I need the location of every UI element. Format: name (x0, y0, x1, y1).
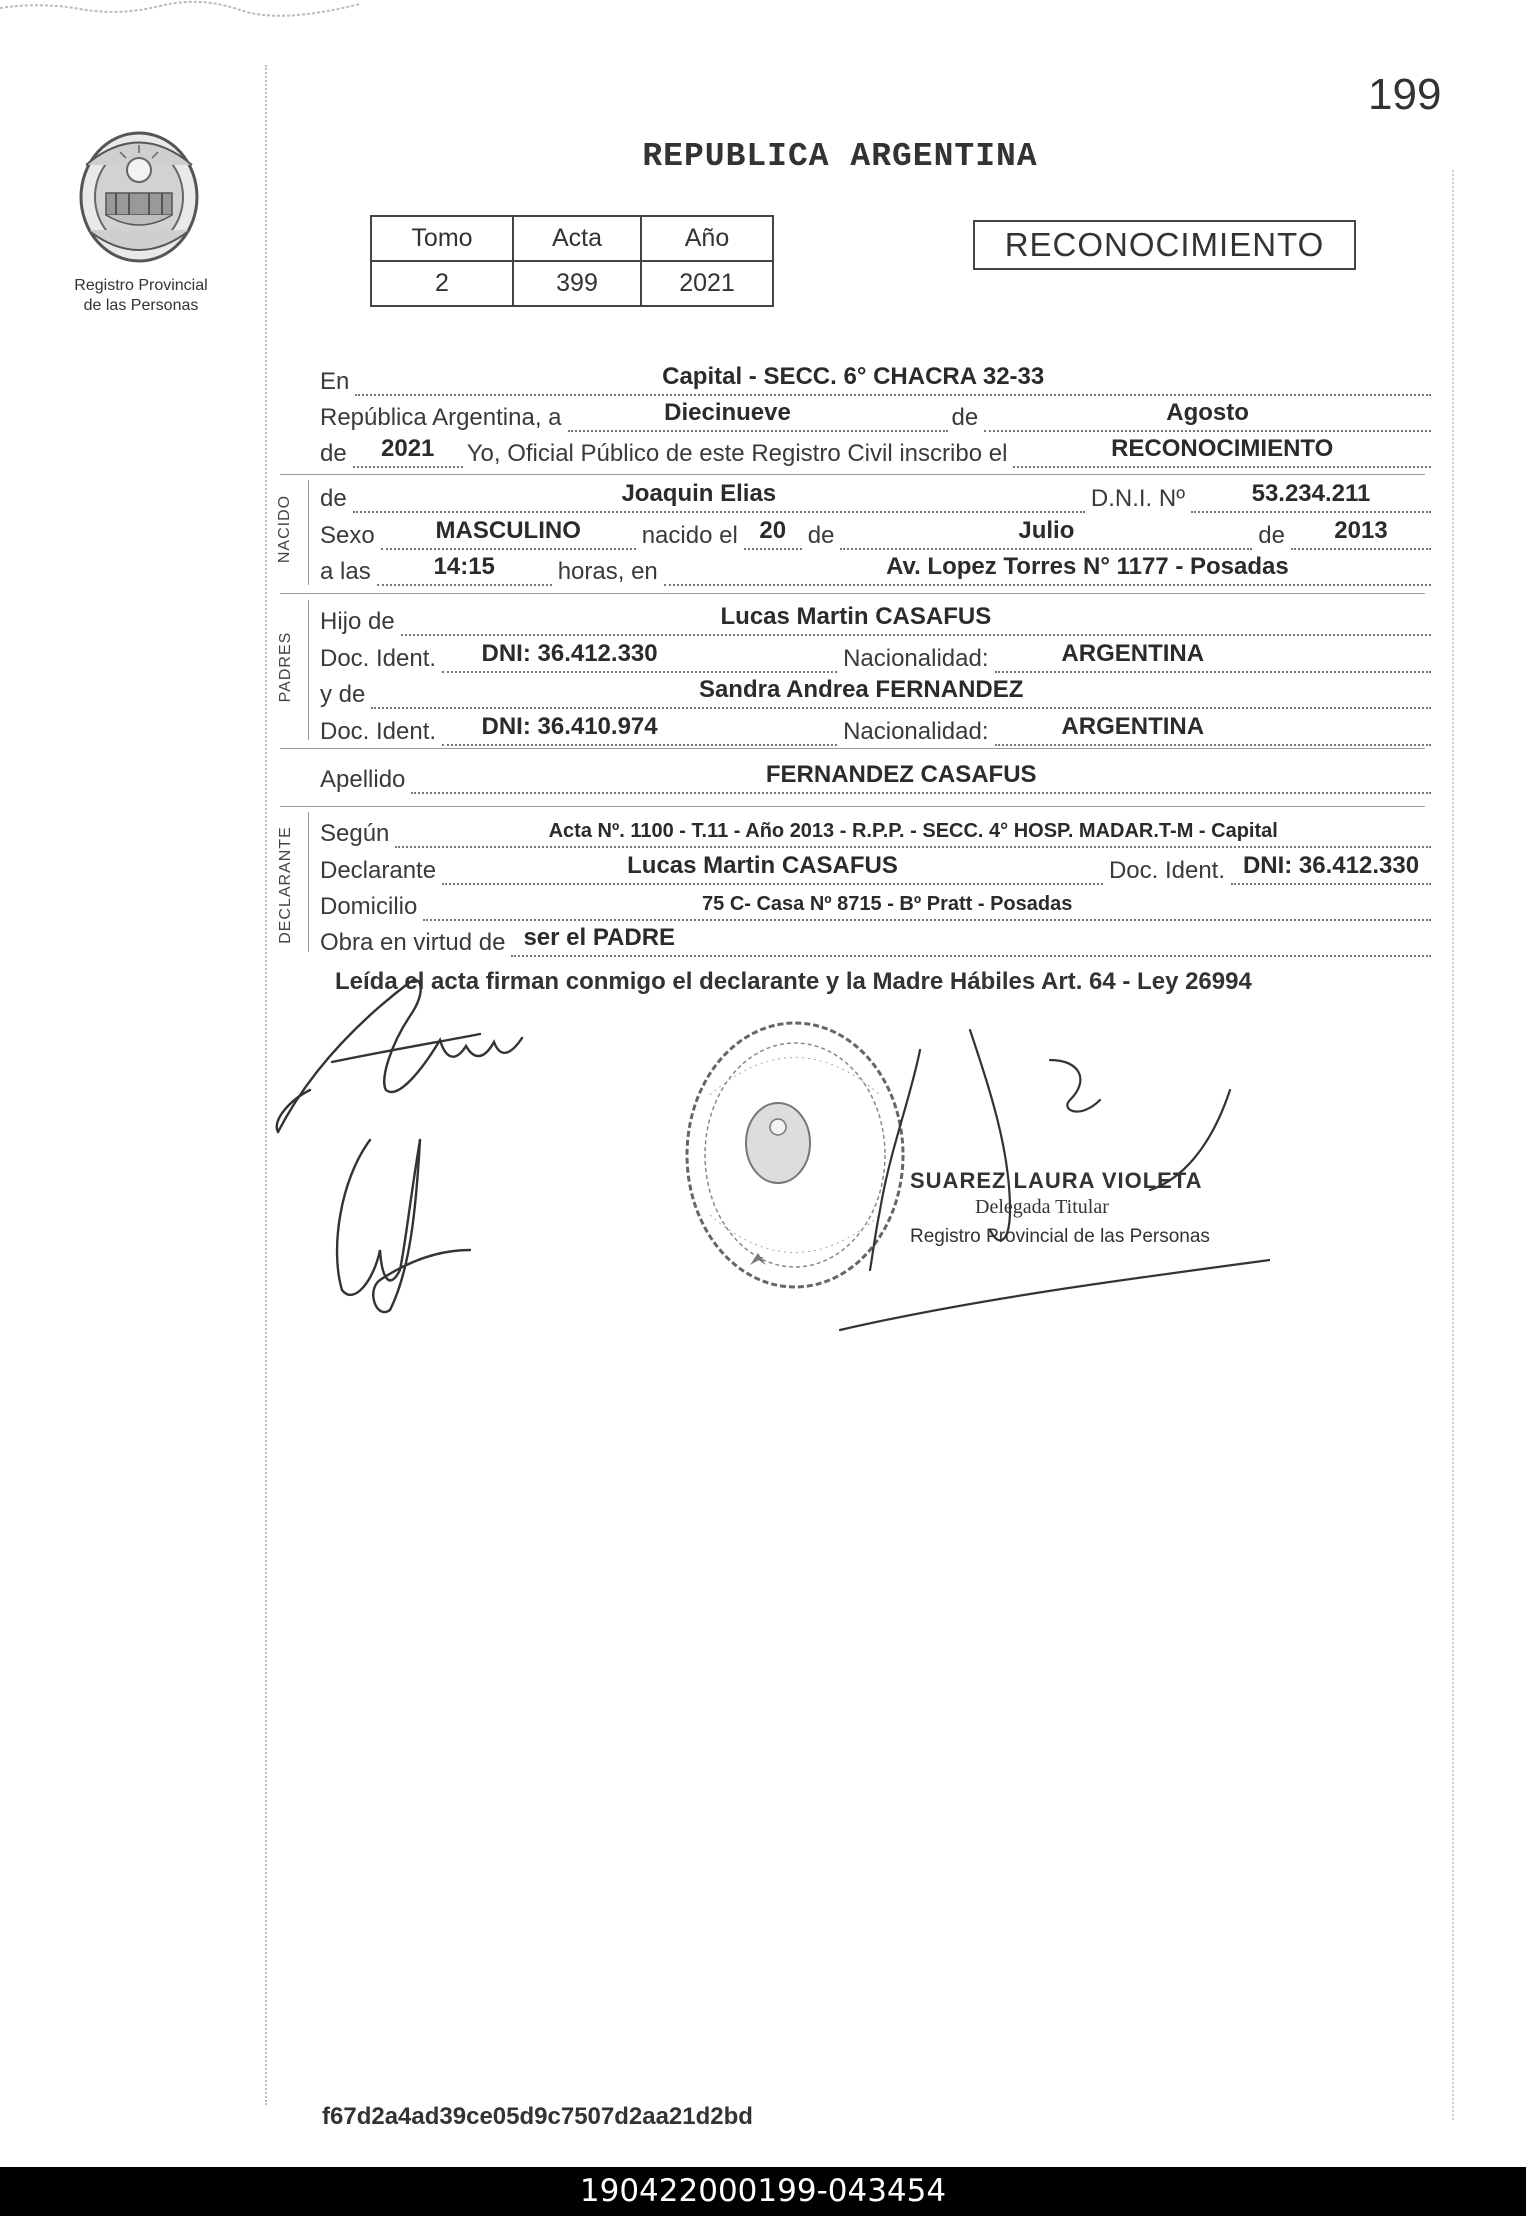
nacido-de-label: de (320, 485, 347, 512)
surname-field (411, 756, 1431, 794)
segun-value: Acta Nº. 1100 - T.11 - Año 2013 - R.P.P. - SECC. 4° HOSP. MADAR.T-M - Capital (548, 820, 1278, 842)
day-field (568, 394, 948, 432)
mother-nat-label: Nacionalidad: (843, 718, 989, 745)
day-value: Diecinueve (664, 399, 791, 426)
year-label: de (320, 440, 347, 467)
year-field (353, 430, 463, 468)
domicile-row (320, 885, 1431, 921)
birth-place-value: Av. Lopez Torres N° 1177 - Posadas (886, 553, 1289, 580)
registry-name-line2: de las Personas (83, 297, 199, 314)
month-field (984, 394, 1431, 432)
father-nat-label: Nacionalidad: (843, 645, 989, 672)
apellido-top-rule (280, 748, 1425, 749)
declarant-doc-label: Doc. Ident. (1108, 857, 1225, 884)
birth-place-field (664, 548, 1431, 586)
child-name-value: Joaquin Elias (621, 480, 777, 507)
dni-label: D.N.I. Nº (1090, 485, 1185, 512)
declarant-row (320, 849, 1431, 885)
birth-time-value: 14:15 (433, 553, 495, 580)
father-nat-value: ARGENTINA (1061, 640, 1205, 667)
footer-id-bar (0, 2167, 1526, 2216)
domicilio-label: Domicilio (320, 893, 418, 920)
birth-de-label-2: de (1258, 522, 1285, 549)
official-role: Delegada Titular (975, 1196, 1109, 1218)
birth-day-value: 20 (759, 517, 787, 544)
y-de-label: y de (320, 681, 366, 708)
sexo-value: MASCULINO (435, 517, 581, 544)
act-type-box: RECONOCIMIENTO (973, 220, 1356, 270)
declarante-section-label: DECLARANTE (277, 826, 294, 944)
birth-month-value: Julio (1018, 517, 1075, 544)
declarant-name-value: Lucas Martin CASAFUS (627, 852, 898, 879)
republica-label: República Argentina, a (320, 404, 562, 431)
en-label: En (320, 368, 350, 395)
year-value: 2021 (381, 435, 435, 462)
father-name-field (401, 598, 1431, 636)
sexo-label: Sexo (320, 522, 375, 549)
scan-artifact (0, 0, 360, 18)
place-field (355, 358, 1431, 396)
book-table-value-row (371, 261, 773, 306)
province-seal-icon (74, 125, 204, 265)
ano-header: Año (641, 216, 773, 261)
domicile-value: 75 C- Casa Nº 8715 - Bº Pratt - Posadas (702, 893, 1073, 915)
child-dni-field (1191, 475, 1431, 513)
mother-doc-label: Doc. Ident. (320, 718, 437, 745)
child-name-field (353, 475, 1085, 513)
nacido-place-row (320, 550, 1431, 586)
father-nat-field (995, 635, 1432, 673)
month-value: Agosto (1166, 399, 1249, 426)
closing-statement: Leída el acta firman conmigo el declarante y la Madre Hábiles Art. 64 - Ley 26994 (335, 968, 1252, 995)
declarante-label: Declarante (320, 857, 437, 884)
act-field (1013, 430, 1431, 468)
nacido-sex-row (320, 514, 1431, 550)
nacido-name-row (320, 477, 1431, 513)
official-name: SUAREZ LAURA VIOLETA (910, 1168, 1203, 1193)
horas-label: horas, en (557, 558, 658, 585)
mother-name-value: Sandra Andrea FERNANDEZ (698, 676, 1024, 703)
date-row (320, 396, 1431, 432)
country-title: REPUBLICA ARGENTINA (642, 138, 1038, 175)
page-number: 199 (1368, 70, 1442, 119)
father-name-value: Lucas Martin CASAFUS (720, 603, 992, 630)
tomo-header: Tomo (371, 216, 513, 261)
declarant-name-field (442, 847, 1103, 885)
mother-doc-field (442, 708, 837, 746)
birth-de-label: de (807, 522, 835, 549)
apellido-label: Apellido (320, 766, 406, 793)
place-row (320, 360, 1431, 396)
acta-header: Acta (513, 216, 641, 261)
nacido-side-rule (308, 480, 309, 585)
birth-year-value: 2013 (1334, 517, 1388, 544)
official-office: Registro Provincial de las Personas (910, 1226, 1210, 1247)
tomo-value: 2 (371, 261, 513, 306)
ano-value: 2021 (641, 261, 773, 306)
segun-row (320, 812, 1431, 848)
segun-field (395, 810, 1431, 848)
mother-nat-value: ARGENTINA (1061, 713, 1205, 740)
child-dni-value: 53.234.211 (1251, 480, 1371, 507)
padres-section-label: PADRES (277, 631, 294, 703)
registry-name (55, 276, 227, 316)
hijo-de-label: Hijo de (320, 608, 395, 635)
de-label: de (951, 404, 979, 431)
father-doc-value: DNI: 36.412.330 (481, 640, 658, 667)
father-row (320, 600, 1431, 636)
father-doc-row (320, 637, 1431, 673)
domicile-field (423, 883, 1431, 921)
signatures (270, 950, 1270, 1350)
birth-day-field (744, 512, 802, 550)
sexo-field (381, 512, 636, 550)
declarante-side-rule (308, 812, 309, 952)
right-margin-line (1452, 170, 1454, 2120)
birth-year-field (1291, 512, 1431, 550)
segun-label: Según (320, 820, 390, 847)
reason-value: ser el PADRE (523, 924, 676, 951)
padres-side-rule (308, 600, 309, 740)
left-margin-line (265, 65, 267, 2105)
officer-text: Yo, Oficial Público de este Registro Civil inscribo el (466, 440, 1008, 467)
birth-time-field (377, 548, 552, 586)
birth-month-field (840, 512, 1252, 550)
mother-doc-value: DNI: 36.410.974 (481, 713, 658, 740)
place-value: Capital - SECC. 6° CHACRA 32-33 (662, 363, 1045, 390)
acta-value: 399 (513, 261, 641, 306)
mother-row (320, 673, 1431, 709)
registry-name-line1: Registro Provincial (74, 277, 208, 294)
obra-label: Obra en virtud de (320, 929, 506, 956)
father-doc-field (442, 635, 837, 673)
surname-value: FERNANDEZ CASAFUS (765, 761, 1037, 788)
act-value: RECONOCIMIENTO (1111, 435, 1334, 462)
padres-top-rule (280, 593, 1425, 594)
father-doc-label: Doc. Ident. (320, 645, 437, 672)
declarant-doc-value: DNI: 36.412.330 (1242, 852, 1420, 879)
mother-signature (337, 1140, 470, 1312)
nacido-el-label: nacido el (641, 522, 738, 549)
year-row (320, 432, 1431, 468)
nacido-section-label: NACIDO (276, 494, 293, 564)
footer-id: 190422000199-043454 (579, 2173, 947, 2209)
document-hash: f67d2a4ad39ce05d9c7507d2aa21d2bd (322, 2103, 753, 2130)
surname-row (320, 758, 1431, 794)
book-reference-table (370, 215, 774, 307)
declarant-doc-field (1231, 847, 1431, 885)
declarante-top-rule (280, 806, 1425, 807)
alas-label: a las (320, 558, 371, 585)
book-table-header-row (371, 216, 773, 261)
mother-name-field (371, 671, 1431, 709)
mother-doc-row (320, 710, 1431, 746)
declarant-signature (277, 980, 522, 1132)
mother-nat-field (995, 708, 1432, 746)
